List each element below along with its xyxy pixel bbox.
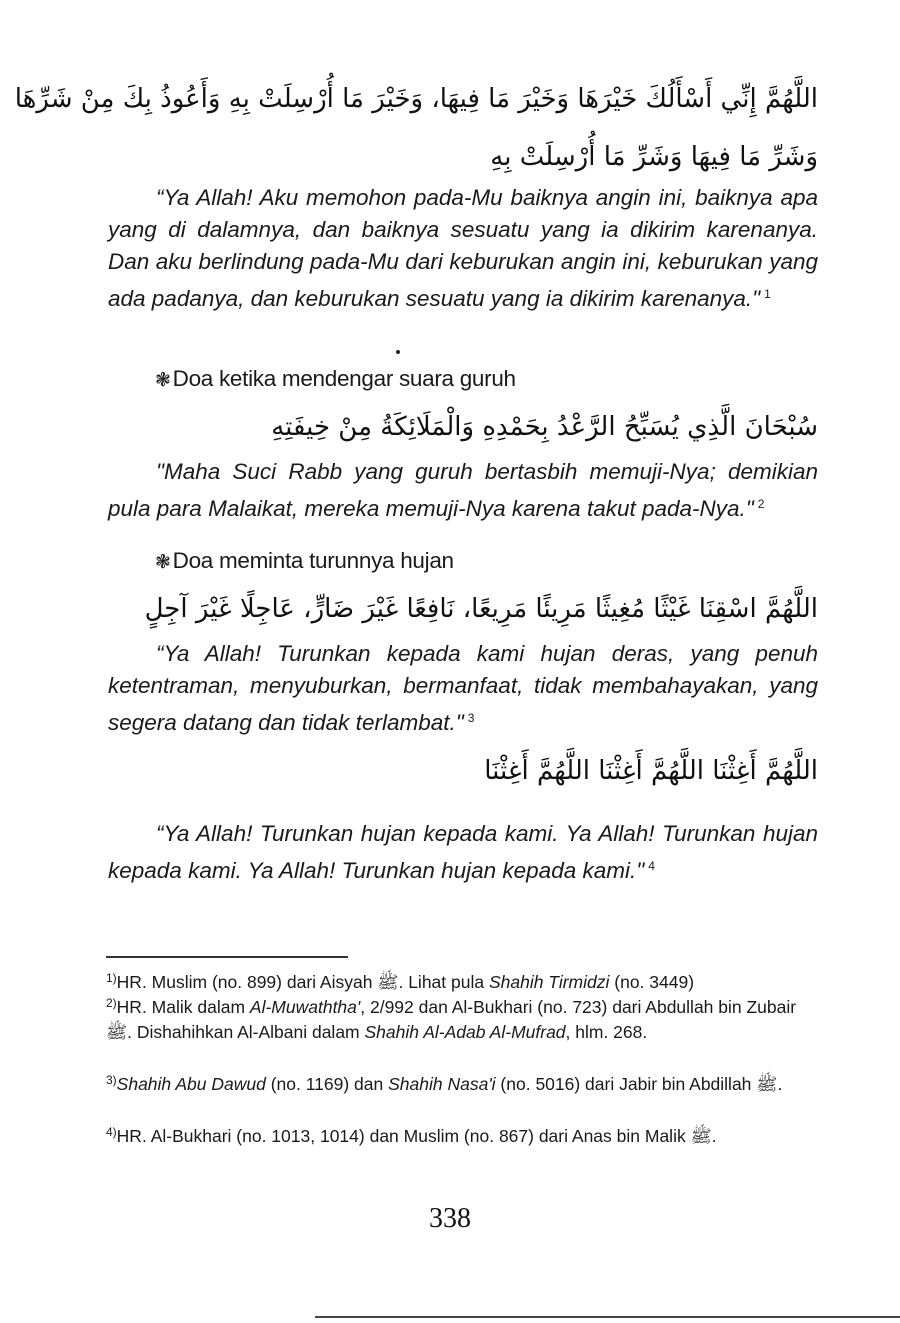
scan-edge-line [315,1316,900,1318]
honorific-icon: ﷺ [106,1021,128,1042]
stray-dot [396,350,400,354]
footnote-ref-4: 4 [648,859,655,873]
footnote-divider [106,956,348,958]
page-number: 338 [429,1203,471,1234]
translation-dua-rain: “Ya Allah! Turunkan kepada kami hujan deras, yang penuh ketentraman, menyuburkan, bermanfaat, tidak membahayakan, yang segera datang dan tidak terlambat." $^3$ [108,641,818,735]
footnote-ref-1: 1 [764,287,771,301]
footnote-ref-2: 2 [757,497,765,511]
honorific-icon: ﷺ [377,972,399,992]
section-heading-thunder: ❃Doa ketika mendengar suara guruh [155,366,516,391]
translation-dua-thunder: "Maha Suci Rabb yang guruh bertasbih memuji-Nya; demikian pula para Malaikat, mereka memuji-Nya karena takut pada-Nya." $^2$ [108,459,818,521]
flower-ornament-icon: ❃ [155,551,171,573]
footnote-2: $^{2)}$HR. Malik dalam Al-Muwaththa', 2/992 dan Al-Bukhari (no. 723) dari Abdullah bin Zubair ﷺ. Dishahihkan Al-Albani dalam Shahih Al-Adab Al-Mufrad, hlm. 268. [106,996,797,1042]
translation-dua-rain-2: “Ya Allah! Turunkan hujan kepada kami. Ya Allah! Turunkan hujan kepada kami. Ya Allah! Turunkan hujan kepada kami." $^4$ [108,821,818,883]
arabic-dua-thunder: سُبْحَانَ الَّذِي يُسَبِّحُ الرَّعْدُ بِحَمْدِهِ وَالْمَلَائِكَةُ مِنْ خِيفَتِهِ [271,412,818,442]
flower-ornament-icon: ❃ [155,369,171,391]
honorific-icon: ﷺ [690,1126,712,1146]
footnote-ref-3: 3 [467,711,475,725]
arabic-dua-rain: اللَّهُمَّ اسْقِنَا غَيْثًا مُغِيثًا مَرِيئًا مَرِيعًا، نَافِعًا غَيْرَ ضَارٍّ، عَاجِلًا غَيْرَ آجِلٍ [144,594,818,624]
arabic-dua-wind-line-1: اللَّهُمَّ إِنِّي أَسْأَلُكَ خَيْرَهَا وَخَيْرَ مَا فِيهَا، وَخَيْرَ مَا أُرْسِلَتْ بِهِ وَأَعُوذُ بِكَ مِنْ شَرِّهَا [14,84,818,114]
section-heading-rain: ❃Doa meminta turunnya hujan [155,548,454,573]
arabic-dua-rain-2: اللَّهُمَّ أَغِثْنَا اللَّهُمَّ أَغِثْنَا اللَّهُمَّ أَغِثْنَا [484,756,818,786]
footnote-1: $^{1)}$HR. Muslim (no. 899) dari Aisyah ﷺ. Lihat pula Shahih Tirmidzi (no. 3449) [106,971,695,992]
translation-dua-wind: “Ya Allah! Aku memohon pada-Mu baiknya angin ini, baiknya apa yang di dalamnya, dan baiknya sesuatu yang ia dikirim karenanya. Dan aku berlindung pada-Mu dari keburukan angin ini, keburukan yang ada padanya, dan keburukan sesuatu yang ia dikirim karenanya." $^1$ [108,185,818,311]
footnote-4: $^{4)}$HR. Al-Bukhari (no. 1013, 1014) dan Muslim (no. 867) dari Anas bin Malik ﷺ. [106,1125,717,1146]
arabic-dua-wind-line-2: وَشَرِّ مَا فِيهَا وَشَرِّ مَا أُرْسِلَتْ بِهِ [490,142,818,172]
footnote-3: $^{3)}$Shahih Abu Dawud (no. 1169) dan Shahih Nasa'i (no. 5016) dari Jabir bin Abdillah ﷺ. [106,1073,783,1094]
honorific-icon: ﷺ [756,1074,778,1094]
